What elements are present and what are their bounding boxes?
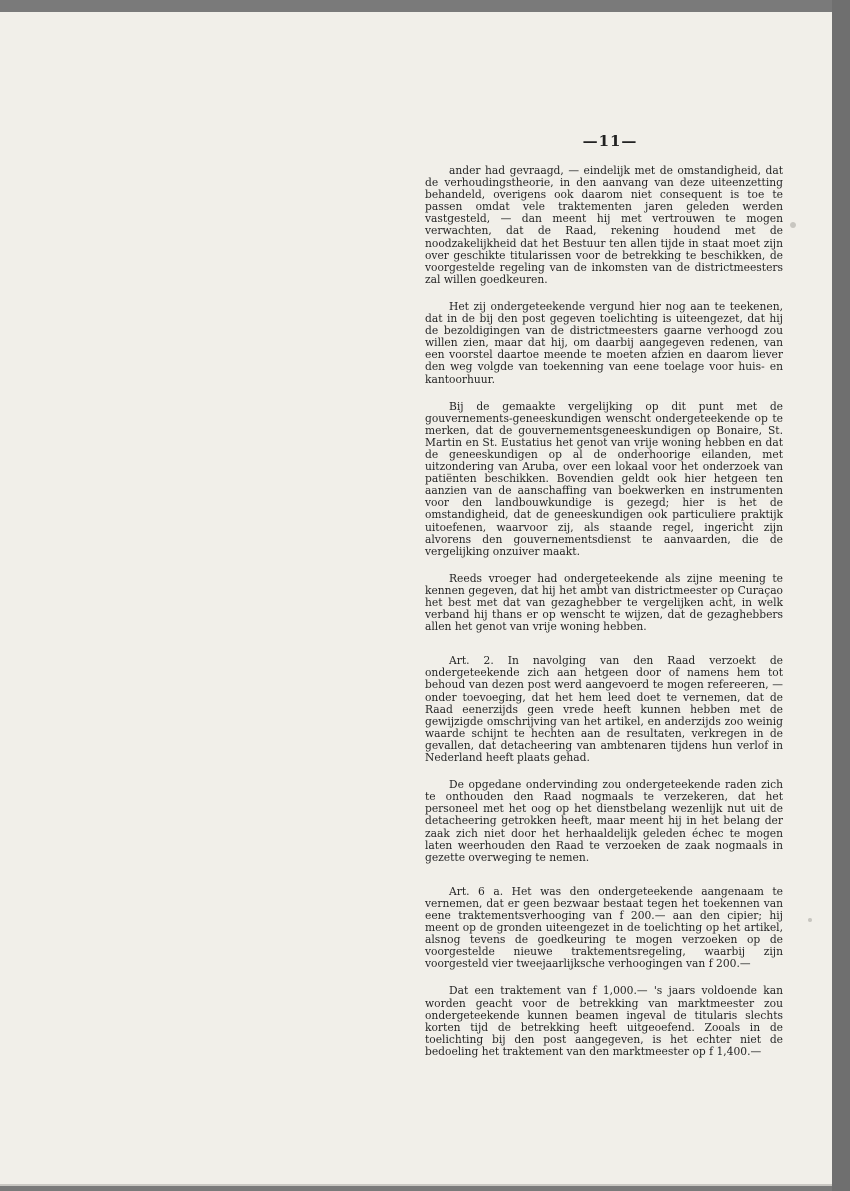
page-number: —11— [582,132,638,150]
paragraph-art-6a: Art. 6 a. Het was den ondergeteekende aangenaam te vernemen, dat er geen bezwaar bestaat tegen het toekennen van eene traktementsverhooging van f 200.— aan den cipier; hij meent op de gronden uiteengezet in de toelichting op het artikel, alsnog tevens de goedkeuring te mogen verzoeken op de voorgestelde nieuwe traktementsregeling, waarbij zijn voorgesteld vier tweejaarlijksche verhoogingen van f 200.— [425,884,783,971]
text-column [425,165,783,1073]
paragraph-continuation: ander had gevraagd, — eindelijk met de omstandigheid, dat de verhoudingstheorie, in den aanvang van deze uiteenzetting behandeld, overigens ook daarom niet consequent is toe te passen omdat vele traktementen jaren geleden werden vastgesteld, — dan meent hij met vertrouwen te mogen verwachten, dat de Raad, rekening houdend met de noodzakelijkheid dat het Bestuur ten allen tijde in staat moet zijn over geschikte titularissen voor de betrekking te beschikken, de voorgestelde regeling van de inkomsten van de districtmeesters zal willen goedkeuren. [425,164,783,286]
paper-mark [790,222,796,228]
paragraph-market-master: Dat een traktement van f 1,000.— 's jaars voldoende kan worden geacht voor de betrekking van marktmeester zou ondergeteekende kunnen beamen ingeval de titularis slechts korten tijd de betrekking heeft uitgeoefend. Zooals in de toelichting bij den post aangegeven, is het echter niet de bedoeling het traktement van den marktmeester op f 1,400.— [425,984,783,1058]
paragraph-art-2: Art. 2. In navolging van den Raad verzoekt de ondergeteekende zich aan hetgeen door of namens hem tot behoud van dezen post werd aangevoerd te mogen refereeren, — onder toevoeging, dat het hem leed doet te vernemen, dat de Raad eenerzijds geen vrede heeft kunnen hebben met de gewijzigde omschrijving van het artikel, en anderzijds zoo weinig waarde schijnt te hechten aan de resultaten, verkregen in de gevallen, dat detacheering van ambtenaren tijdens hun verlof in Nederland heeft plaats gehad. [425,654,783,765]
document-page [0,12,832,1184]
paragraph-allowance-note: Het zij ondergeteekende vergund hier nog aan te teekenen, dat in de bij den post gegeven toelichting is uiteengezet, dat hij de bezoldigingen van de districtmeesters gaarne verhoogd zou willen zien, maar dat hij, om daarbij aangegeven redenen, van een voorstel daartoe meende te moeten afzien en daarom liever den weg volgde van toekenning van eene toelage voor huis- en kantoorhuur. [425,299,783,386]
paper-mark [808,918,812,922]
paragraph-gezaghebbers: Reeds vroeger had ondergeteekende als zijne meening te kennen gegeven, dat hij het ambt van districtmeester op Curaçao het best met dat van gezaghebber te vergelijken acht, in welk verband hij thans er op wenscht te wijzen, dat de gezaghebbers allen het genot van vrije woning hebben. [425,571,783,634]
paragraph-detachment: De opgedane ondervinding zou ondergeteekende raden zich te onthouden den Raad nogmaals te verzekeren, dat het personeel met het oog op het dienstbelang wezenlijk nut uit de detacheering getrokken heeft, maar meent hij in het belang der zaak zich niet door het herhaaldelijk geleden échec te mogen laten weerhouden den Raad te verzoeken de zaak nogmaals in gezette overweging te nemen. [425,778,783,864]
scan-border [832,0,850,1191]
paragraph-comparison-physicians: Bij de gemaakte vergelijking op dit punt met de gouvernements-geneeskundigen wenscht ondergeteekende op te merken, dat de gouvernementsgeneeskundigen op Bonaire, St. Martin en St. Eustatius het genot van vrije woning hebben en dat de geneeskundigen op al de onderhoorige eilanden, met uitzondering van Aruba, over een lokaal voor het onderzoek van patiënten beschikken. Bovendien geldt ook hier hetgeen ten aanzien van de aanschaffing van boekwerken en instrumenten voor den landbouwkundige is gezegd; hier is het de omstandigheid, dat de geneeskundigen ook particuliere praktijk uitoefenen, waarvoor zij, als staande regel, ingericht zijn alvorens den gouvernementsdienst te aanvaarden, die de vergelijking onzuiver maakt. [425,399,783,558]
